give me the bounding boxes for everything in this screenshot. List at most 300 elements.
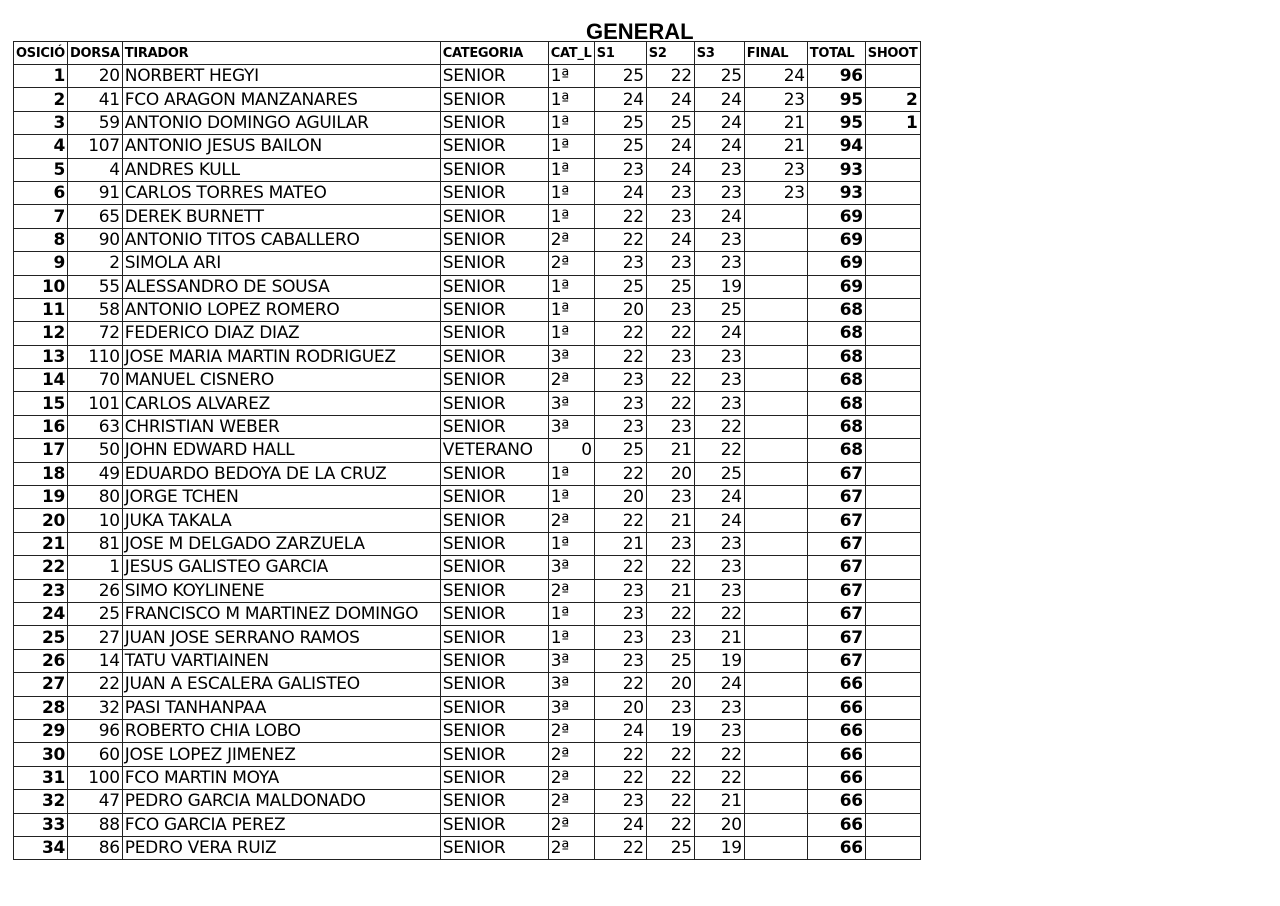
col-header-s2: S2 (646, 42, 694, 65)
cell-posicion: 23 (14, 579, 68, 602)
cell-s3: 22 (694, 415, 744, 438)
cell-final (744, 369, 807, 392)
cell-s1: 22 (594, 228, 646, 251)
cell-s3: 23 (694, 579, 744, 602)
cell-categoria: SENIOR (440, 556, 548, 579)
cell-categoria: SENIOR (440, 275, 548, 298)
cell-tirador: JOSE MARIA MARTIN RODRIGUEZ (122, 345, 440, 368)
cell-final (744, 696, 807, 719)
cell-total: 66 (807, 790, 865, 813)
cell-categoria: SENIOR (440, 743, 548, 766)
table-row (14, 532, 921, 555)
cell-dorsal: 70 (68, 369, 123, 392)
cell-final: 23 (744, 181, 807, 204)
cell-total: 68 (807, 345, 865, 368)
cell-s2: 22 (646, 556, 694, 579)
table-row (14, 135, 921, 158)
cell-final (744, 626, 807, 649)
cell-categoria: SENIOR (440, 111, 548, 134)
cell-s2: 22 (646, 602, 694, 625)
cell-shoot (865, 205, 920, 228)
cell-s3: 19 (694, 836, 744, 859)
cell-shoot: 1 (865, 111, 920, 134)
cell-s2: 21 (646, 579, 694, 602)
cell-s2: 24 (646, 88, 694, 111)
cell-dorsal: 47 (68, 790, 123, 813)
cell-s2: 22 (646, 392, 694, 415)
cell-s3: 20 (694, 813, 744, 836)
cell-shoot (865, 158, 920, 181)
cell-s1: 22 (594, 462, 646, 485)
cell-total: 66 (807, 813, 865, 836)
cell-dorsal: 60 (68, 743, 123, 766)
cell-final (744, 743, 807, 766)
cell-s1: 24 (594, 719, 646, 742)
cell-posicion: 32 (14, 790, 68, 813)
cell-tirador: ALESSANDRO DE SOUSA (122, 275, 440, 298)
cell-posicion: 18 (14, 462, 68, 485)
cell-dorsal: 63 (68, 415, 123, 438)
cell-s3: 22 (694, 766, 744, 789)
cell-final (744, 719, 807, 742)
cell-s1: 20 (594, 298, 646, 321)
cell-final (744, 790, 807, 813)
table-row (14, 392, 921, 415)
cell-s1: 22 (594, 205, 646, 228)
table-row (14, 181, 921, 204)
cell-final: 24 (744, 65, 807, 88)
cell-posicion: 16 (14, 415, 68, 438)
cell-posicion: 17 (14, 439, 68, 462)
cell-tirador: JOHN EDWARD HALL (122, 439, 440, 462)
cell-cat-l: 2ª (548, 743, 594, 766)
cell-posicion: 13 (14, 345, 68, 368)
cell-s2: 22 (646, 369, 694, 392)
cell-s1: 23 (594, 392, 646, 415)
cell-dorsal: 26 (68, 579, 123, 602)
cell-s2: 23 (646, 345, 694, 368)
cell-categoria: SENIOR (440, 158, 548, 181)
cell-dorsal: 100 (68, 766, 123, 789)
cell-s2: 23 (646, 205, 694, 228)
cell-posicion: 19 (14, 486, 68, 509)
cell-shoot (865, 462, 920, 485)
cell-dorsal: 65 (68, 205, 123, 228)
cell-s2: 25 (646, 275, 694, 298)
cell-dorsal: 27 (68, 626, 123, 649)
cell-shoot (865, 556, 920, 579)
cell-categoria: SENIOR (440, 392, 548, 415)
cell-shoot (865, 836, 920, 859)
cell-posicion: 9 (14, 252, 68, 275)
cell-dorsal: 25 (68, 602, 123, 625)
cell-total: 68 (807, 322, 865, 345)
cell-final (744, 532, 807, 555)
cell-shoot (865, 813, 920, 836)
cell-tirador: JESUS GALISTEO GARCIA (122, 556, 440, 579)
cell-shoot (865, 65, 920, 88)
cell-cat-l: 1ª (548, 602, 594, 625)
cell-tirador: TATU VARTIAINEN (122, 649, 440, 672)
cell-tirador: ANTONIO TITOS CABALLERO (122, 228, 440, 251)
cell-shoot (865, 626, 920, 649)
cell-cat-l: 2ª (548, 836, 594, 859)
col-header-s3: S3 (694, 42, 744, 65)
cell-s1: 22 (594, 673, 646, 696)
table-row (14, 509, 921, 532)
cell-categoria: SENIOR (440, 415, 548, 438)
cell-tirador: FEDERICO DIAZ DIAZ (122, 322, 440, 345)
cell-s3: 24 (694, 135, 744, 158)
cell-total: 94 (807, 135, 865, 158)
cell-categoria: SENIOR (440, 181, 548, 204)
cell-s1: 23 (594, 415, 646, 438)
cell-categoria: SENIOR (440, 626, 548, 649)
cell-s2: 22 (646, 790, 694, 813)
cell-posicion: 20 (14, 509, 68, 532)
cell-dorsal: 14 (68, 649, 123, 672)
cell-cat-l: 1ª (548, 462, 594, 485)
cell-s1: 20 (594, 486, 646, 509)
cell-shoot (865, 252, 920, 275)
cell-s3: 22 (694, 743, 744, 766)
cell-cat-l: 3ª (548, 415, 594, 438)
cell-posicion: 31 (14, 766, 68, 789)
col-header-dorsal: DORSA (68, 42, 123, 65)
cell-dorsal: 32 (68, 696, 123, 719)
cell-tirador: CHRISTIAN WEBER (122, 415, 440, 438)
col-header-shoot: SHOOT (865, 42, 920, 65)
cell-s2: 22 (646, 743, 694, 766)
cell-categoria: SENIOR (440, 369, 548, 392)
cell-posicion: 8 (14, 228, 68, 251)
cell-dorsal: 41 (68, 88, 123, 111)
cell-s2: 23 (646, 696, 694, 719)
cell-s2: 23 (646, 415, 694, 438)
cell-shoot (865, 181, 920, 204)
cell-total: 67 (807, 602, 865, 625)
cell-cat-l: 2ª (548, 813, 594, 836)
cell-categoria: SENIOR (440, 345, 548, 368)
cell-s1: 25 (594, 111, 646, 134)
cell-total: 67 (807, 509, 865, 532)
cell-categoria: SENIOR (440, 673, 548, 696)
cell-s3: 25 (694, 65, 744, 88)
cell-total: 66 (807, 766, 865, 789)
table-row (14, 602, 921, 625)
cell-s3: 19 (694, 275, 744, 298)
cell-final (744, 392, 807, 415)
cell-dorsal: 59 (68, 111, 123, 134)
table-row (14, 415, 921, 438)
cell-s3: 23 (694, 532, 744, 555)
cell-s2: 21 (646, 509, 694, 532)
cell-dorsal: 4 (68, 158, 123, 181)
cell-posicion: 11 (14, 298, 68, 321)
cell-dorsal: 96 (68, 719, 123, 742)
table-row (14, 673, 921, 696)
cell-s1: 25 (594, 135, 646, 158)
cell-dorsal: 101 (68, 392, 123, 415)
cell-s3: 23 (694, 556, 744, 579)
cell-tirador: DEREK BURNETT (122, 205, 440, 228)
cell-posicion: 3 (14, 111, 68, 134)
cell-s1: 25 (594, 275, 646, 298)
cell-cat-l: 3ª (548, 673, 594, 696)
cell-dorsal: 91 (68, 181, 123, 204)
cell-total: 69 (807, 252, 865, 275)
cell-shoot (865, 766, 920, 789)
cell-s3: 23 (694, 392, 744, 415)
col-header-total: TOTAL (807, 42, 865, 65)
cell-shoot (865, 602, 920, 625)
cell-final: 21 (744, 135, 807, 158)
cell-final (744, 813, 807, 836)
cell-posicion: 34 (14, 836, 68, 859)
cell-dorsal: 58 (68, 298, 123, 321)
cell-s2: 25 (646, 836, 694, 859)
cell-s2: 20 (646, 673, 694, 696)
cell-cat-l: 3ª (548, 649, 594, 672)
cell-total: 68 (807, 415, 865, 438)
cell-dorsal: 50 (68, 439, 123, 462)
cell-categoria: SENIOR (440, 836, 548, 859)
cell-final (744, 462, 807, 485)
cell-dorsal: 110 (68, 345, 123, 368)
cell-total: 66 (807, 696, 865, 719)
cell-s3: 24 (694, 88, 744, 111)
table-row (14, 649, 921, 672)
cell-posicion: 29 (14, 719, 68, 742)
cell-s1: 23 (594, 626, 646, 649)
cell-s1: 23 (594, 369, 646, 392)
cell-cat-l: 3ª (548, 696, 594, 719)
cell-tirador: JOSE LOPEZ JIMENEZ (122, 743, 440, 766)
cell-cat-l: 2ª (548, 252, 594, 275)
results-table (13, 41, 921, 860)
cell-total: 69 (807, 205, 865, 228)
cell-s2: 25 (646, 649, 694, 672)
cell-dorsal: 55 (68, 275, 123, 298)
cell-categoria: SENIOR (440, 766, 548, 789)
cell-shoot (865, 743, 920, 766)
cell-s2: 22 (646, 766, 694, 789)
cell-final (744, 252, 807, 275)
cell-final (744, 439, 807, 462)
cell-shoot (865, 509, 920, 532)
cell-s2: 19 (646, 719, 694, 742)
cell-shoot (865, 532, 920, 555)
cell-shoot (865, 579, 920, 602)
cell-dorsal: 49 (68, 462, 123, 485)
cell-total: 67 (807, 556, 865, 579)
cell-posicion: 14 (14, 369, 68, 392)
cell-s2: 24 (646, 135, 694, 158)
table-row (14, 836, 921, 859)
cell-posicion: 21 (14, 532, 68, 555)
table-row (14, 439, 921, 462)
cell-dorsal: 81 (68, 532, 123, 555)
cell-categoria: SENIOR (440, 602, 548, 625)
cell-tirador: CARLOS TORRES MATEO (122, 181, 440, 204)
cell-posicion: 5 (14, 158, 68, 181)
cell-cat-l: 1ª (548, 181, 594, 204)
cell-categoria: SENIOR (440, 532, 548, 555)
cell-categoria: SENIOR (440, 135, 548, 158)
cell-s3: 24 (694, 486, 744, 509)
cell-tirador: ROBERTO CHIA LOBO (122, 719, 440, 742)
cell-categoria: SENIOR (440, 790, 548, 813)
cell-final: 23 (744, 158, 807, 181)
cell-s3: 21 (694, 790, 744, 813)
cell-categoria: SENIOR (440, 65, 548, 88)
cell-tirador: ANTONIO JESUS BAILON (122, 135, 440, 158)
cell-s1: 22 (594, 509, 646, 532)
cell-cat-l: 2ª (548, 369, 594, 392)
cell-s2: 24 (646, 158, 694, 181)
cell-final (744, 836, 807, 859)
cell-tirador: PASI TANHANPAA (122, 696, 440, 719)
cell-total: 67 (807, 626, 865, 649)
cell-tirador: FRANCISCO M MARTINEZ DOMINGO (122, 602, 440, 625)
cell-posicion: 15 (14, 392, 68, 415)
cell-cat-l: 0 (548, 439, 594, 462)
cell-cat-l: 1ª (548, 532, 594, 555)
cell-total: 93 (807, 158, 865, 181)
cell-s3: 22 (694, 439, 744, 462)
cell-shoot (865, 345, 920, 368)
cell-total: 68 (807, 298, 865, 321)
cell-s3: 24 (694, 673, 744, 696)
cell-cat-l: 2ª (548, 790, 594, 813)
cell-s3: 25 (694, 462, 744, 485)
col-header-categoria: CATEGORIA (440, 42, 548, 65)
cell-s2: 23 (646, 626, 694, 649)
cell-s2: 23 (646, 298, 694, 321)
cell-dorsal: 10 (68, 509, 123, 532)
cell-final (744, 766, 807, 789)
cell-total: 66 (807, 719, 865, 742)
cell-s2: 22 (646, 813, 694, 836)
cell-cat-l: 1ª (548, 65, 594, 88)
cell-s2: 24 (646, 228, 694, 251)
cell-final (744, 556, 807, 579)
table-row (14, 158, 921, 181)
cell-s1: 25 (594, 439, 646, 462)
cell-dorsal: 1 (68, 556, 123, 579)
cell-total: 95 (807, 88, 865, 111)
cell-s1: 24 (594, 813, 646, 836)
cell-posicion: 1 (14, 65, 68, 88)
cell-posicion: 6 (14, 181, 68, 204)
cell-tirador: CARLOS ALVAREZ (122, 392, 440, 415)
cell-final (744, 579, 807, 602)
cell-cat-l: 2ª (548, 228, 594, 251)
cell-posicion: 24 (14, 602, 68, 625)
cell-s3: 24 (694, 205, 744, 228)
cell-tirador: PEDRO VERA RUIZ (122, 836, 440, 859)
cell-cat-l: 2ª (548, 766, 594, 789)
cell-dorsal: 88 (68, 813, 123, 836)
cell-final (744, 649, 807, 672)
cell-shoot (865, 790, 920, 813)
cell-tirador: ANTONIO DOMINGO AGUILAR (122, 111, 440, 134)
cell-dorsal: 72 (68, 322, 123, 345)
cell-tirador: MANUEL CISNERO (122, 369, 440, 392)
col-header-tirador: TIRADOR (122, 42, 440, 65)
cell-shoot (865, 322, 920, 345)
cell-total: 67 (807, 579, 865, 602)
cell-cat-l: 1ª (548, 205, 594, 228)
cell-s3: 25 (694, 298, 744, 321)
cell-dorsal: 22 (68, 673, 123, 696)
cell-tirador: JUAN JOSE SERRANO RAMOS (122, 626, 440, 649)
table-row (14, 205, 921, 228)
cell-shoot (865, 673, 920, 696)
cell-tirador: SIMO KOYLINENE (122, 579, 440, 602)
cell-s1: 23 (594, 158, 646, 181)
cell-shoot (865, 439, 920, 462)
cell-s3: 24 (694, 509, 744, 532)
cell-total: 67 (807, 486, 865, 509)
cell-final: 23 (744, 88, 807, 111)
table-row (14, 369, 921, 392)
cell-cat-l: 2ª (548, 509, 594, 532)
cell-tirador: NORBERT HEGYI (122, 65, 440, 88)
cell-final (744, 228, 807, 251)
cell-s1: 22 (594, 766, 646, 789)
cell-cat-l: 1ª (548, 275, 594, 298)
cell-s1: 23 (594, 649, 646, 672)
col-header-cat-l: CAT_L (548, 42, 594, 65)
cell-cat-l: 1ª (548, 135, 594, 158)
cell-s1: 24 (594, 181, 646, 204)
cell-s3: 23 (694, 719, 744, 742)
cell-categoria: SENIOR (440, 298, 548, 321)
cell-s1: 24 (594, 88, 646, 111)
table-row (14, 462, 921, 485)
cell-final (744, 509, 807, 532)
cell-posicion: 33 (14, 813, 68, 836)
table-row (14, 88, 921, 111)
table-row (14, 65, 921, 88)
cell-s1: 23 (594, 602, 646, 625)
cell-categoria: SENIOR (440, 228, 548, 251)
header-row (14, 42, 921, 65)
cell-s3: 24 (694, 111, 744, 134)
cell-s1: 22 (594, 743, 646, 766)
cell-cat-l: 3ª (548, 392, 594, 415)
cell-shoot (865, 415, 920, 438)
cell-s1: 23 (594, 579, 646, 602)
cell-total: 69 (807, 228, 865, 251)
table-row (14, 556, 921, 579)
cell-s2: 20 (646, 462, 694, 485)
cell-dorsal: 90 (68, 228, 123, 251)
cell-cat-l: 2ª (548, 719, 594, 742)
table-row (14, 626, 921, 649)
cell-cat-l: 1ª (548, 626, 594, 649)
cell-dorsal: 86 (68, 836, 123, 859)
cell-cat-l: 1ª (548, 298, 594, 321)
cell-cat-l: 1ª (548, 111, 594, 134)
cell-categoria: VETERANO (440, 439, 548, 462)
table-row (14, 111, 921, 134)
cell-final (744, 298, 807, 321)
col-header-s1: S1 (594, 42, 646, 65)
cell-posicion: 22 (14, 556, 68, 579)
cell-posicion: 4 (14, 135, 68, 158)
